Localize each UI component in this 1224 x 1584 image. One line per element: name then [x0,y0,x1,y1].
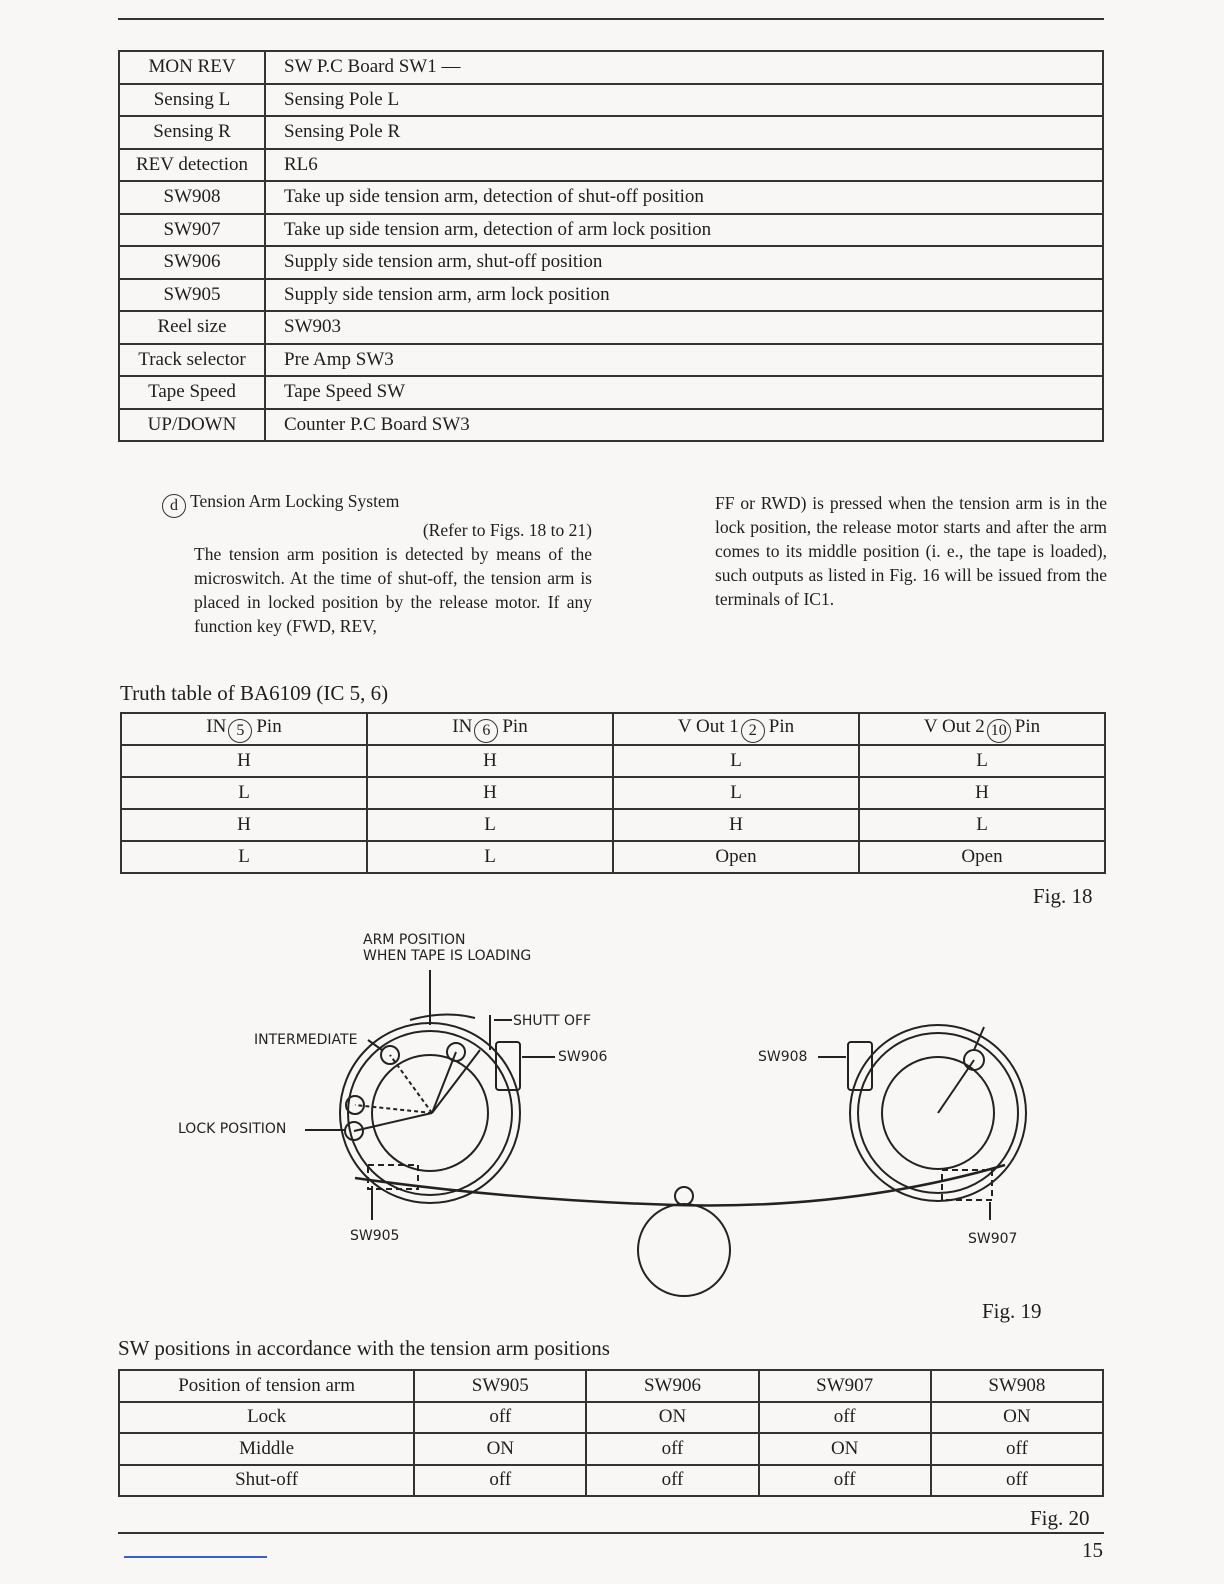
section-heading [162,489,592,518]
mapping-value: SW P.C Board SW1 — [265,51,1103,84]
truth-cell: L [367,809,613,841]
sw-cell: ON [759,1433,931,1465]
truth-cell: H [859,777,1105,809]
mapping-value: Take up side tension arm, detection of shut-off position [265,181,1103,214]
mapping-value: Pre Amp SW3 [265,344,1103,377]
truth-row [121,809,1105,841]
top-rule [118,18,1104,20]
pin-number: 5 [228,719,252,743]
label-sw907: SW907 [968,1231,1018,1247]
tension-arm-diagram [150,920,1070,1310]
mapping-value: SW903 [265,311,1103,344]
header-pre: V Out 2 [923,715,985,737]
mapping-key: SW907 [119,214,265,247]
mapping-row [119,376,1103,409]
sw-cell: off [586,1465,758,1497]
truth-row [121,745,1105,777]
mapping-key: SW905 [119,279,265,312]
mapping-row [119,246,1103,279]
header-post: Pin [768,715,795,737]
mapping-row [119,84,1103,117]
header-pre: IN [206,715,227,737]
label-when-loading: WHEN TAPE IS LOADING [363,948,532,964]
page-number: 15 [1082,1538,1103,1562]
mapping-key: REV detection [119,149,265,182]
mapping-key: Sensing R [119,116,265,149]
sw-positions-table [118,1369,1104,1497]
truth-row [121,841,1105,873]
truth-cell: H [613,809,859,841]
truth-cell: L [613,745,859,777]
sw-cell: off [931,1433,1103,1465]
fig-18-label: Fig. 18 [1033,884,1093,908]
sw-cell: ON [414,1433,586,1465]
section-refer: (Refer to Figs. 18 to 21) [422,520,592,540]
truth-header-cell [613,713,859,745]
truth-header-cell [859,713,1105,745]
sw-cell: off [931,1465,1103,1497]
sw-cell: Shut-off [119,1465,414,1497]
mapping-key: SW908 [119,181,265,214]
header-post: Pin [502,715,528,737]
footer-link-underline [124,1556,267,1558]
section-body-left: The tension arm position is detected by means of the microswitch. At the time of shut-off, the tension arm is placed in locked position by the release motor. If any function key (FWD, REV, [194,544,592,636]
mapping-value: RL6 [265,149,1103,182]
mapping-key: Sensing L [119,84,265,117]
sw-header-cell: Position of tension arm [119,1370,414,1402]
truth-header-row [121,713,1105,745]
pin-number: 10 [987,719,1011,743]
mapping-key: Reel size [119,311,265,344]
capstan-roller [638,1204,730,1296]
truth-cell: L [613,777,859,809]
sw-header-cell: SW905 [414,1370,586,1402]
sw-cell: off [759,1465,931,1497]
sw-header-cell: SW908 [931,1370,1103,1402]
section-left-column [162,489,592,638]
mapping-key: Tape Speed [119,376,265,409]
sw-row [119,1402,1103,1434]
mapping-row [119,279,1103,312]
header-post: Pin [1014,715,1041,737]
mapping-row [119,149,1103,182]
truth-cell: Open [859,841,1105,873]
truth-cell: L [121,777,367,809]
fig-19-label: Fig. 19 [982,1299,1042,1323]
sw-row [119,1465,1103,1497]
sw-header-row [119,1370,1103,1402]
mapping-row [119,116,1103,149]
truth-table-title: Truth table of BA6109 (IC 5, 6) [120,681,389,705]
pin-number: 6 [474,719,498,743]
section-marker: d [162,494,186,518]
sw-table-title: SW positions in accordance with the tension arm positions [118,1336,610,1360]
sw-header-cell: SW907 [759,1370,931,1402]
mapping-value: Sensing Pole R [265,116,1103,149]
sw908-switch-body [848,1042,872,1090]
sw-cell: off [759,1402,931,1434]
sw-header-cell: SW906 [586,1370,758,1402]
mapping-value: Supply side tension arm, shut-off position [265,246,1103,279]
fig-20-label: Fig. 20 [1030,1506,1090,1530]
mapping-value: Sensing Pole L [265,84,1103,117]
mapping-key: UP/DOWN [119,409,265,442]
mapping-row [119,51,1103,84]
truth-cell: H [121,809,367,841]
mapping-row [119,181,1103,214]
truth-cell: H [367,745,613,777]
mapping-key: MON REV [119,51,265,84]
truth-cell: H [367,777,613,809]
mapping-value: Take up side tension arm, detection of arm lock position [265,214,1103,247]
guide-pin [675,1187,693,1205]
truth-table [120,712,1106,874]
sw-cell: Lock [119,1402,414,1434]
sw-cell: ON [586,1402,758,1434]
section-title: Tension Arm Locking System [190,491,400,511]
header-pre: V Out 1 [677,715,739,737]
mapping-value: Supply side tension arm, arm lock position [265,279,1103,312]
mapping-row [119,409,1103,442]
mapping-row [119,214,1103,247]
mapping-row [119,344,1103,377]
truth-header-cell [121,713,367,745]
pin-number: 2 [741,719,765,743]
mapping-row [119,311,1103,344]
section-body-right: FF or RWD) is pressed when the tension arm is in the lock position, the release motor starts and after the arm comes to its middle position (i. e., the tape is loaded), such outputs as listed in Fig. 16 will be issued from the terminals of IC1. [715,493,1107,609]
truth-cell: Open [613,841,859,873]
label-arm-position: ARM POSITION [363,932,466,948]
truth-cell: L [367,841,613,873]
label-intermediate: INTERMEDIATE [254,1032,358,1048]
truth-row [121,777,1105,809]
header-pre: IN [452,715,473,737]
truth-header-cell [367,713,613,745]
mapping-key: SW906 [119,246,265,279]
signal-mapping-table [118,50,1104,442]
label-sw905: SW905 [350,1228,400,1244]
sw-cell: off [414,1465,586,1497]
mapping-key: Track selector [119,344,265,377]
sw-row [119,1433,1103,1465]
bottom-rule [118,1532,1104,1534]
header-post: Pin [256,715,282,737]
label-lock-position: LOCK POSITION [178,1121,287,1137]
mapping-value: Counter P.C Board SW3 [265,409,1103,442]
sw-cell: off [586,1433,758,1465]
truth-cell: H [121,745,367,777]
sw-cell: off [414,1402,586,1434]
label-shutt-off: SHUTT OFF [513,1013,592,1029]
sw-cell: ON [931,1402,1103,1434]
sw-cell: Middle [119,1433,414,1465]
truth-cell: L [859,745,1105,777]
label-sw908: SW908 [758,1049,808,1065]
label-sw906: SW906 [558,1049,608,1065]
truth-cell: L [121,841,367,873]
truth-cell: L [859,809,1105,841]
mapping-value: Tape Speed SW [265,376,1103,409]
sw906-switch-body [496,1042,520,1090]
